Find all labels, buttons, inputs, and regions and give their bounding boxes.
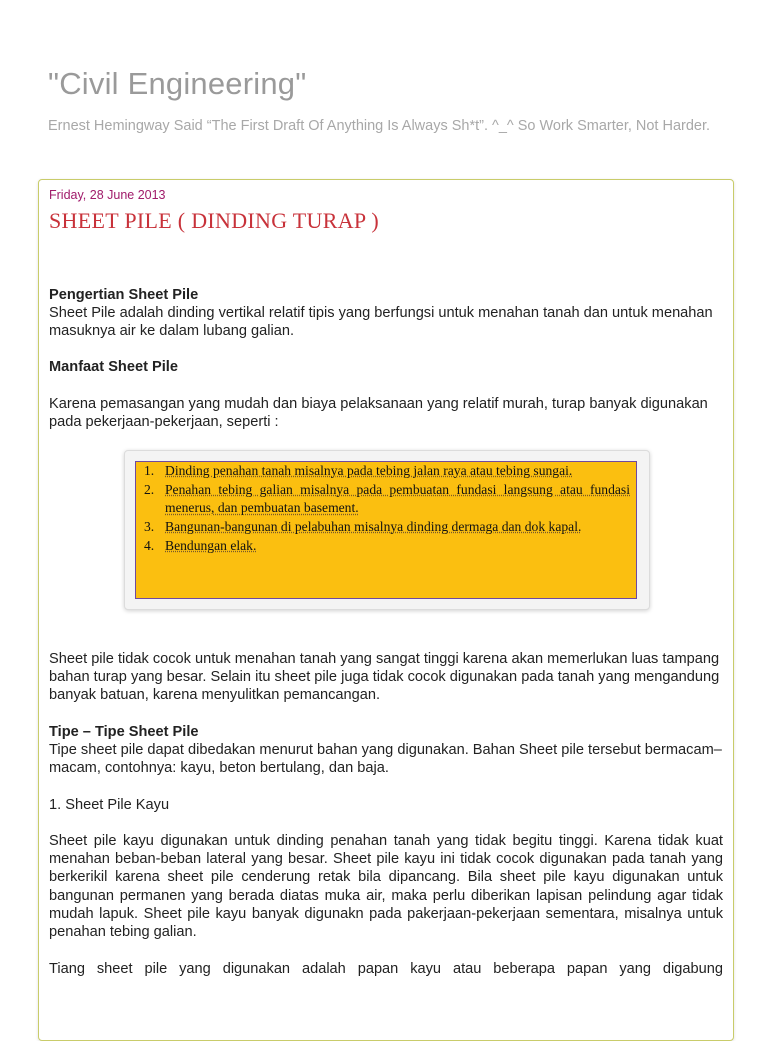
figure-usage-list[interactable] <box>124 450 650 610</box>
heading-manfaat: Manfaat Sheet Pile <box>49 359 178 375</box>
paragraph-pengertian: Sheet Pile adalah dinding vertikal relatif tipis yang berfungsi untuk menahan tanah dan untuk menahan masuknya air ke dalam lubang galian. <box>49 305 713 340</box>
list-item-number: 4. <box>144 537 155 553</box>
section-tidak-cocok <box>49 650 723 705</box>
section-manfaat-text <box>49 395 723 431</box>
blog-header <box>48 66 738 135</box>
list-item-text: Bendungan elak. <box>165 537 257 553</box>
list-item-number: 1. <box>144 463 155 478</box>
paragraph-tiang: Tiang sheet pile yang digunakan adalah papan kayu atau beberapa papan yang digabung <box>49 961 723 977</box>
usage-list <box>136 462 636 556</box>
blog-title[interactable]: "Civil Engineering" <box>48 66 307 101</box>
blog-description: Ernest Hemingway Said “The First Draft Of Anything Is Always Sh*t”. ^_^ So Work Smarter, Not Harder. <box>48 118 711 134</box>
list-item <box>136 518 636 537</box>
paragraph-tipe: Tipe sheet pile dapat dibedakan menurut bahan yang digunakan. Bahan Sheet pile tersebut bermacam–macam, contohnya: kayu, beton bertulang, dan baja. <box>49 742 722 777</box>
heading-pengertian: Pengertian Sheet Pile <box>49 287 199 303</box>
section-pengertian <box>49 286 723 341</box>
list-item <box>136 462 636 481</box>
post-header <box>49 188 723 234</box>
figure-list-box <box>135 461 637 599</box>
paragraph-tidak-cocok: Sheet pile tidak cocok untuk menahan tanah yang sangat tinggi karena akan memerlukan luas tampang bahan turap yang besar. Selain itu sheet pile juga tidak cocok digunakan pada tanah yang mengandung banyak batuan, karena menyulitkan pemancangan. <box>49 651 720 704</box>
post-card <box>38 179 734 1041</box>
section-tiang <box>49 960 723 978</box>
paragraph-manfaat: Karena pemasangan yang mudah dan biaya pelaksanaan yang relatif murah, turap banyak digunakan pada pekerjaan-pekerjaan, seperti : <box>49 396 708 431</box>
heading-kayu: 1. Sheet Pile Kayu <box>49 797 170 813</box>
post-date: Friday, 28 June 2013 <box>49 188 166 202</box>
post-title[interactable]: SHEET PILE ( DINDING TURAP ) <box>49 208 380 233</box>
paragraph-kayu: Sheet pile kayu digunakan untuk dinding penahan tanah yang tidak begitu tinggi. Karena tidak kuat menahan beban-beban lateral yang besar. Sheet pile kayu ini tidak cocok digunakan pada tanah yang berkerikil karena sheet pile cenderung retak bila dipancang. Bila sheet pile kayu digunakan untuk bangunan permanen yang berada diatas muka air, maka perlu diberikan lapisan pelindung agar tidak mudah lapuk. Sheet pile kayu banyak digunakn pada pakerjaan-pekerjaan sementara, misalnya untuk penahan tebing galian. <box>49 833 723 941</box>
section-manfaat <box>49 358 723 376</box>
list-item-number: 2. <box>144 481 155 497</box>
heading-tipe: Tipe – Tipe Sheet Pile <box>49 724 199 740</box>
list-item-number: 3. <box>144 519 155 535</box>
section-kayu-text <box>49 832 723 941</box>
list-item <box>136 481 636 518</box>
list-item <box>136 537 636 556</box>
list-item-text: Bangunan-bangunan di pelabuhan misalnya dinding dermaga dan dok kapal. <box>165 519 582 535</box>
section-tipe <box>49 723 723 778</box>
section-kayu <box>49 796 723 814</box>
list-item-text: Penahan tebing galian misalnya pada pembuatan fundasi langsung atau fundasi menerus, dan pembuatan basement. <box>165 481 630 516</box>
list-item-text: Dinding penahan tanah misalnya pada tebing jalan raya atau tebing sungai. <box>165 463 573 478</box>
